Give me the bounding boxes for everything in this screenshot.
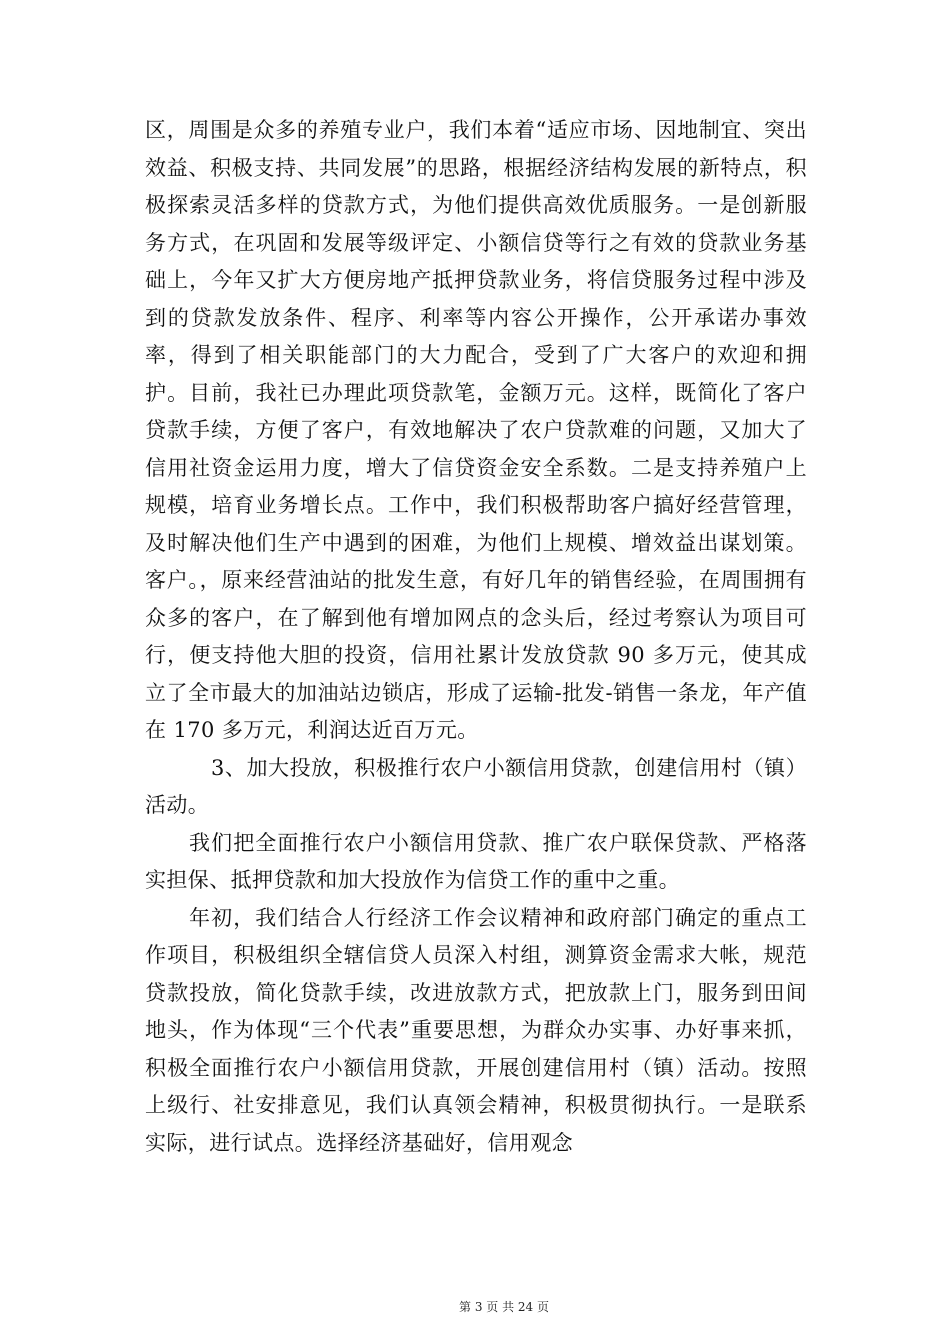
body-paragraph-1: 区，周围是众多的养殖专业户，我们本着“适应市场、因地制宜、突出效益、积极支持、共同发展”的思路，根据经济结构发展的新特点，积极探索灵活多样的贷款方式，为他们提供高效优质服务。一是创新服务方式，在巩固和发展等级评定、小额信贷等行之有效的贷款业务基础上，今年又扩大方便房地产抵押贷款业务，将信贷服务过程中涉及到的贷款发放条件、程序、利率等内容公开操作，公开承诺办事效率，得到了相关职能部门的大力配合，受到了广大客户的欢迎和拥护。目前，我社已办理此项贷款笔，金额万元。这样，既简化了客户贷款手续，方便了客户，有效地解决了农户贷款难的问题，又加大了信用社资金运用力度，增大了信贷资金安全系数。二是支持养殖户上规模，培育业务增长点。工作中，我们积极帮助客户搞好经营管理，及时解决他们生产中遇到的困难，为他们上规模、增效益出谋划策。客户。，原来经营油站的批发生意，有好几年的销售经验，在周围拥有众多的客户，在了解到他有增加网点的念头后，经过考察认为项目可行，便支持他大胆的投资，信用社累计发放贷款 90 多万元，使其成立了全市最大的加油站边锁店，形成了运输-批发-销售一条龙，年产值在 170 多万元，利润达近百万元。 [145,118,807,742]
body-paragraph-3: 年初，我们结合人行经济工作会议精神和政府部门确定的重点工作项目，积极组织全辖信贷人员深入村组，测算资金需求大帐，规范贷款投放，简化贷款手续，改进放款方式，把放款上门，服务到田间地头，作为体现“三个代表”重要思想，为群众办实事、办好事来抓，积极全面推行农户小额信用贷款，开展创建信用村（镇）活动。按照上级行、社安排意见，我们认真领会精神，积极贯彻执行。一是联系实际，进行试点。选择经济基础好，信用观念 [145,905,807,1155]
section-heading-3: 3、加大投放，积极推行农户小额信用贷款，创建信用村（镇）活动。 [145,755,807,817]
document-page [145,112,807,1162]
page-number-label: 第 3 页 共 24 页 [459,1300,549,1314]
page-footer [0,1298,950,1315]
body-paragraph-2: 我们把全面推行农户小额信用贷款、推广农户联保贷款、严格落实担保、抵押贷款和加大投放作为信贷工作的重中之重。 [145,830,807,892]
